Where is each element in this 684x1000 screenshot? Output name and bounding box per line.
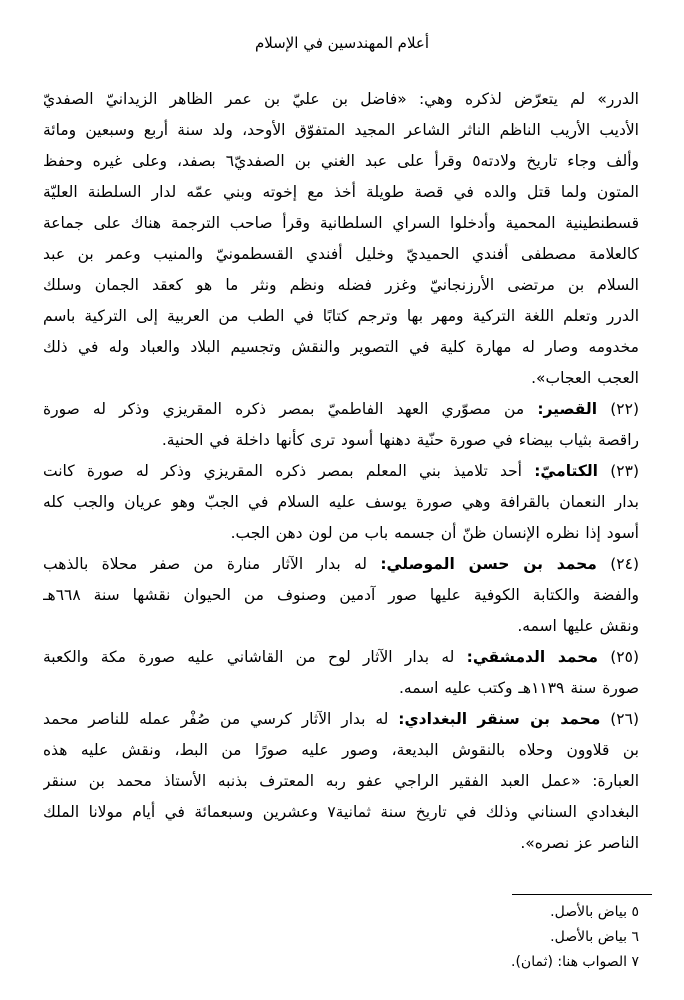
entry-number: (٢٤) [610, 555, 639, 573]
entry-text: أحد تلاميذ بني المعلم بمصر ذكره المقريزي وذكر له صورة كانت [43, 462, 522, 480]
text-line: ونقش عليها اسمه. [517, 617, 639, 635]
entry-name: القصير: [537, 400, 598, 418]
entry-number: (٢٦) [610, 710, 639, 728]
entry-26 [43, 704, 639, 859]
text-line: السلام بن مرتضى الأرزنجانيّ وغزر فضله ونظم ونثر ما هو كعقد الجمان وسلك [43, 276, 639, 294]
entry-22 [43, 394, 639, 456]
entry-23 [43, 456, 639, 549]
entry-text: له بدار الآثار لوح من القاشاني عليه صورة مكة والكعبة [43, 648, 455, 666]
entry-name: محمد الدمشقي: [466, 648, 598, 666]
body-text [43, 84, 639, 859]
text-line: البغدادي السناني وذلك في تاريخ سنة ثمانية٧ وعشرين وسبعمائة في أيام مولانا الملك [43, 803, 639, 821]
text-line: الأديب الأريب الناظم الناثر الشاعر المجيد المتفوّق الأوحد، ولد سنة أربع وسبعين ومائة [43, 121, 639, 139]
entry-name: محمد بن سنقر البغدادي: [398, 710, 601, 728]
entry-25 [43, 642, 639, 704]
intro-paragraph [43, 84, 639, 394]
text-line: العبارة: «عمل العبد الفقير الراجي عفو ربه المعترف بذنبه الأستاذ محمد بن سنقر [43, 772, 639, 790]
text-line: الناصر عز نصره». [520, 834, 639, 852]
entry-number: (٢٢) [610, 400, 639, 418]
text-line: العجب العجاب». [531, 369, 639, 387]
footnote: ٦ بياض بالأصل. [550, 929, 639, 945]
entry-24 [43, 549, 639, 642]
text-line: راقصة بثياب بيضاء في صورة حنّية دهنها أسود ترى كأنها داخلة في الحنية. [161, 431, 639, 449]
entry-text: من مصوّري العهد الفاطميّ بمصر ذكره المقريزي وذكر له صورة [43, 400, 525, 418]
footnote: ٥ بياض بالأصل. [550, 904, 639, 920]
text-line: مخدومه وصار له مهارة كلية في التصوير والنقش وتجسيم البلاد والعباد وله في ذلك [43, 338, 639, 356]
footnote: ٧ الصواب هنا: (ثمان). [511, 954, 639, 970]
text-line: الدرر» لم يتعرّض لذكره وهي: «فاضل بن عليّ بن عمر الظاهر الزيدانيّ الصفديّ [43, 90, 639, 108]
text-line: قسطنطينية المحمية وأدخلوا السراي السلطانية وقرأ صاحب الترجمة هناك على جماعة [43, 214, 639, 232]
text-line: صورة سنة ١١٣٩هـ وكتب عليه اسمه. [398, 679, 639, 697]
footnotes [43, 900, 639, 975]
entry-number: (٢٣) [610, 462, 639, 480]
text-line: أسود إذا نظره الإنسان ظنّ أن جسمه باب من لون دهن الجب. [230, 524, 639, 542]
entry-name: محمد بن حسن الموصلي: [380, 555, 597, 573]
entry-text: له بدار الآثار منارة من صفر محلاة بالذهب [43, 555, 368, 573]
entry-name: الكتاميّ: [534, 462, 598, 480]
footnote-divider [512, 894, 652, 895]
text-line: كالعلامة مصطفى أفندي الحميديّ وخليل أفندي القسطمونيّ والمنيب وعمر بن عبد [43, 245, 639, 263]
text-line: الدرر وتعلم اللغة التركية ومهر بها وترجم كتابًا في الطب من العربية إلى التركية باسم [43, 307, 639, 325]
text-line: والفضة والكتابة الكوفية عليها صور آدمين وصنوف من الحيوان نقشها سنة ٦٦٨هـ [43, 586, 639, 604]
text-line: بدار النعمان بالقرافة وهي صورة يوسف عليه السلام في الجبّ وهو عريان والجب كله [43, 493, 639, 511]
running-header: أعلام المهندسين في الإسلام [254, 34, 430, 52]
text-line: وألف وجاء تاريخ ولادته٥ وقرأ على عبد الغني بن الصفديّ٦ بصفد، وعلى غيره وحفظ [43, 152, 639, 170]
entry-text: له بدار الآثار كرسي من صُفْر عمله للناصر محمد [43, 710, 389, 728]
entry-number: (٢٥) [610, 648, 639, 666]
text-line: المتون ولما قتل والده في قصة طويلة أخذ مع إخوته وبني عمّه لدار السلطنة العليّة [43, 183, 639, 201]
text-line: بن قلاوون وحلاه بالنقوش البديعة، وصور عليه صورًا من البط، ونقش عليه هذه [43, 741, 639, 759]
